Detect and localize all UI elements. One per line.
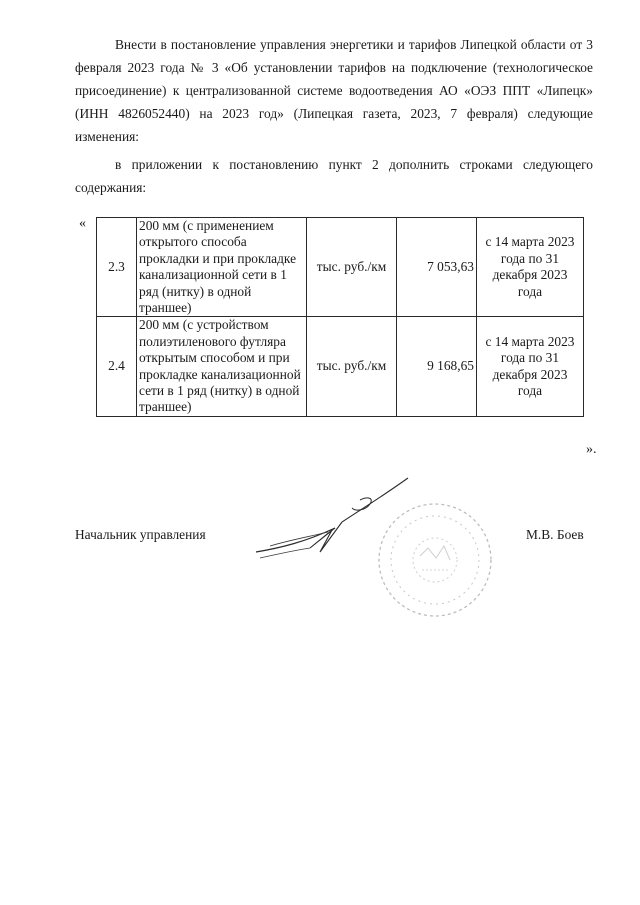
row-description: 200 мм (с применением открытого способа прокладки и при прокладке канализационной сети в 1 ряд (нитку) в одной траншее)	[137, 218, 307, 317]
row-value: 7 053,63	[397, 218, 477, 317]
row-value: 9 168,65	[397, 317, 477, 416]
official-seal-icon	[370, 500, 500, 620]
row-unit: тыс. руб./км	[307, 218, 397, 317]
row-unit: тыс. руб./км	[307, 317, 397, 416]
row-number: 2.3	[97, 218, 137, 317]
signatory-name: М.В. Боев	[526, 527, 584, 542]
row-period: с 14 марта 2023 года по 31 декабря 2023 года	[477, 218, 584, 317]
tariff-amendment-table	[96, 217, 584, 417]
amendment-intro-paragraph: Внести в постановление управления энергетики и тарифов Липецкой области от 3 февраля 2023 года № 3 «Об установлении тарифов на подключение (технологическое присоединение) к централизованной системе водоотведения АО «ОЭЗ ППТ «Липецк» (ИНН 4826052440) на 2023 год» (Липецкая газета, 2023, 7 февраля) следующие изменения:	[75, 37, 593, 144]
row-number: 2.4	[97, 317, 137, 416]
opening-quote: «	[79, 216, 86, 231]
row-description: 200 мм (с устройством полиэтиленового футляра открытым способом и при прокладке канализационной сети в 1 ряд (нитку) в одной траншее)	[137, 317, 307, 416]
amendment-detail-paragraph: в приложении к постановлению пункт 2 дополнить строками следующего содержания:	[75, 157, 593, 195]
signatory-title: Начальник управления	[75, 527, 206, 542]
closing-quote: ».	[586, 442, 597, 457]
table-row	[97, 218, 584, 317]
row-period: с 14 марта 2023 года по 31 декабря 2023 года	[477, 317, 584, 416]
table-row	[97, 317, 584, 416]
